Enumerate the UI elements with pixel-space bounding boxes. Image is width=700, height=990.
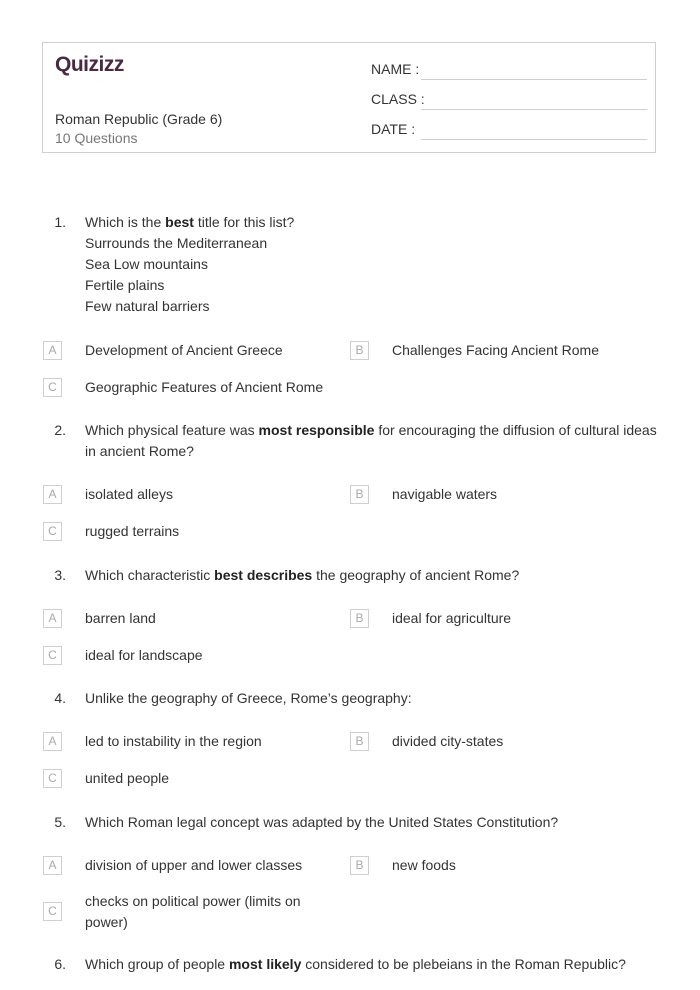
question-5-number: 5.	[54, 814, 66, 830]
option-text: ideal for landscape	[85, 647, 203, 663]
question-6-number: 6.	[54, 956, 66, 972]
question-6-post: considered to be plebeians in the Roman Republic?	[301, 956, 626, 972]
option-box-a[interactable]: A	[43, 732, 62, 751]
worksheet-header	[42, 42, 656, 153]
option-box-b[interactable]: B	[350, 856, 369, 875]
question-1-pre: Which is the	[85, 214, 166, 230]
question-1-line: Fertile plains	[85, 277, 165, 293]
option-box-b[interactable]: B	[350, 485, 369, 504]
question-1-emphasis: best	[165, 214, 194, 230]
option-box-c[interactable]: C	[43, 769, 62, 788]
option-text: division of upper and lower classes	[85, 857, 303, 873]
question-1-text	[85, 212, 660, 317]
option-text: navigable waters	[392, 486, 498, 502]
option-text: Challenges Facing Ancient Rome	[392, 342, 600, 358]
question-3-number: 3.	[54, 567, 66, 583]
question-4-text: Unlike the geography of Greece, Rome’s geography:	[85, 690, 412, 706]
question-2-number: 2.	[54, 422, 66, 438]
question-2-pre: Which physical feature was	[85, 422, 259, 438]
question-5-text: Which Roman legal concept was adapted by the United States Constitution?	[85, 814, 559, 830]
question-2-text	[85, 420, 660, 462]
option-text: barren land	[85, 610, 156, 626]
option-box-c[interactable]: C	[43, 522, 62, 541]
option-box-a[interactable]: A	[43, 856, 62, 875]
quizizz-logo: Quizizz	[55, 53, 124, 76]
option-text: divided city-states	[392, 733, 504, 749]
question-1-line: Sea Low mountains	[85, 256, 208, 272]
question-count: 10 Questions	[55, 130, 138, 146]
question-1-line: Surrounds the Mediterranean	[85, 235, 268, 251]
option-box-b[interactable]: B	[350, 732, 369, 751]
worksheet-title: Roman Republic (Grade 6)	[55, 111, 223, 127]
option-text: new foods	[392, 857, 456, 873]
option-text: united people	[85, 770, 170, 786]
date-label: DATE :	[371, 121, 416, 137]
question-1-number: 1.	[54, 214, 66, 230]
option-text: isolated alleys	[85, 486, 173, 502]
question-4-number: 4.	[54, 690, 66, 706]
question-1-post: title for this list?	[193, 214, 295, 230]
option-text: led to instability in the region	[85, 733, 262, 749]
question-2-emphasis: most responsible	[258, 422, 375, 438]
question-6-emphasis: most likely	[228, 956, 302, 972]
question-3-post: the geography of ancient Rome?	[312, 567, 520, 583]
option-text: ideal for agriculture	[392, 610, 512, 626]
question-1-line: Few natural barriers	[85, 298, 210, 314]
option-box-c[interactable]: C	[43, 902, 62, 921]
option-box-a[interactable]: A	[43, 341, 62, 360]
question-6-text	[85, 954, 660, 975]
option-box-c[interactable]: C	[43, 646, 62, 665]
question-3-emphasis: best describes	[214, 567, 313, 583]
option-box-a[interactable]: A	[43, 609, 62, 628]
name-field-line[interactable]	[421, 79, 647, 80]
option-box-a[interactable]: A	[43, 485, 62, 504]
option-box-c[interactable]: C	[43, 378, 62, 397]
class-label: CLASS :	[371, 91, 425, 107]
question-6-pre: Which group of people	[85, 956, 229, 972]
option-text: checks on political power (limits on power)	[85, 893, 301, 930]
option-text: rugged terrains	[85, 523, 180, 539]
question-2-post: for encouraging the diffusion of cultural ideas in ancient Rome?	[85, 422, 657, 459]
name-label: NAME :	[371, 61, 420, 77]
option-box-b[interactable]: B	[350, 609, 369, 628]
question-3-text	[85, 565, 660, 586]
date-field-line[interactable]	[421, 139, 647, 140]
option-box-b[interactable]: B	[350, 341, 369, 360]
class-field-line[interactable]	[421, 109, 647, 110]
option-text: Development of Ancient Greece	[85, 342, 283, 358]
question-3-pre: Which characteristic	[85, 567, 215, 583]
option-text: Geographic Features of Ancient Rome	[85, 379, 324, 395]
